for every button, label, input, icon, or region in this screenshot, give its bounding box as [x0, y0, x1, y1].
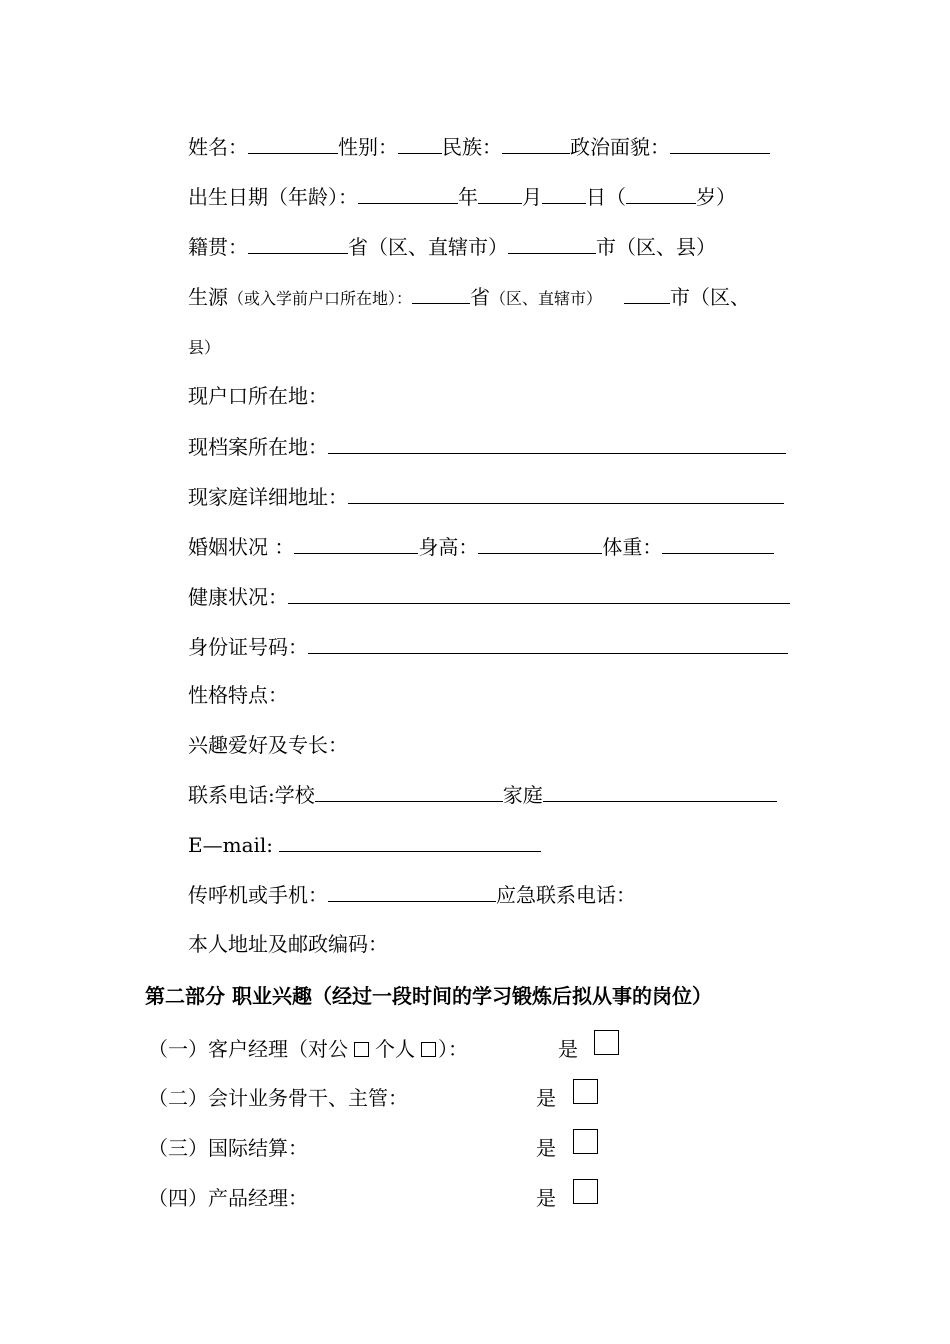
ethnicity-field[interactable]: [502, 133, 570, 154]
health-label: 健康状况：: [188, 585, 288, 609]
ethnicity-label: 民族：: [442, 135, 502, 159]
row-phone: [188, 781, 777, 807]
school-phone-field[interactable]: [315, 781, 503, 802]
row-hukou: [188, 383, 328, 409]
weight-label: 体重：: [602, 535, 663, 559]
corporate-checkbox[interactable]: [354, 1042, 369, 1057]
hukou-label: 现户口所在地：: [188, 384, 328, 408]
row-health: [188, 583, 790, 609]
postal-label: 本人地址及邮政编码：: [188, 932, 388, 956]
phone-label: 联系电话:学校: [188, 783, 315, 807]
home-phone-label: 家庭: [502, 783, 543, 807]
name-field[interactable]: [248, 133, 338, 154]
home-phone-field[interactable]: [543, 781, 777, 802]
row-native-place: [188, 233, 716, 259]
month-label: 月: [522, 185, 542, 209]
id-field[interactable]: [308, 633, 788, 654]
health-field[interactable]: [288, 583, 790, 604]
birth-label: 出生日期（年龄）：: [188, 185, 358, 209]
row-mobile: [188, 881, 636, 907]
item3-yes-label: 是: [536, 1136, 556, 1160]
native-province-text: 省（区、直辖市）: [348, 235, 508, 259]
row-marital: [188, 533, 774, 559]
origin-province-field[interactable]: [412, 283, 470, 304]
mobile-field[interactable]: [328, 881, 496, 902]
interest-item-intl-settlement: [148, 1133, 308, 1163]
home-address-field[interactable]: [348, 483, 784, 504]
hobbies-label: 兴趣爱好及专长：: [188, 733, 348, 757]
row-archive: [188, 433, 786, 459]
row-email: [188, 831, 541, 857]
name-label: 姓名：: [188, 135, 248, 159]
row-id: [188, 633, 788, 659]
birth-month-field[interactable]: [478, 183, 522, 204]
height-label: 身高：: [418, 535, 479, 559]
origin-city-text: 市（区、: [670, 285, 751, 309]
row-home-address: [188, 483, 784, 509]
gender-field[interactable]: [398, 133, 442, 154]
year-label: 年: [458, 185, 478, 209]
origin-label: 生源: [188, 285, 228, 309]
item1-suffix: ）：: [438, 1037, 468, 1061]
item1-mid: 个人: [375, 1037, 415, 1061]
row-birth: [188, 183, 736, 209]
origin-province-text: 省: [470, 285, 491, 309]
native-province-field[interactable]: [248, 233, 348, 254]
birth-day-field[interactable]: [542, 183, 586, 204]
row-personality: [188, 682, 288, 708]
item2-label: （二）会计业务骨干、主管：: [148, 1086, 408, 1110]
political-field[interactable]: [670, 133, 770, 154]
mobile-label: 传呼机或手机：: [188, 883, 328, 907]
weight-field[interactable]: [662, 533, 774, 554]
interest-item-accounting: [148, 1083, 408, 1113]
row-postal: [188, 931, 388, 957]
origin-province-note: （区、直辖市）: [490, 289, 603, 308]
item4-label: （四）产品经理：: [148, 1186, 308, 1210]
origin-city-field[interactable]: [624, 283, 670, 304]
personality-label: 性格特点：: [188, 683, 288, 707]
native-label: 籍贯：: [188, 235, 248, 259]
row-basic-info: [188, 133, 770, 159]
interest-item-product-manager: [148, 1183, 308, 1213]
item3-yes-checkbox[interactable]: [573, 1129, 598, 1154]
email-field[interactable]: [279, 831, 541, 852]
personal-checkbox[interactable]: [421, 1042, 436, 1057]
home-address-label: 现家庭详细地址：: [188, 485, 348, 509]
age-field[interactable]: [626, 183, 696, 204]
item2-yes-label: 是: [536, 1086, 556, 1110]
item4-yes-label: 是: [536, 1186, 556, 1210]
email-label: E—mail:: [188, 833, 280, 857]
age-suffix: 岁）: [696, 185, 736, 209]
origin-note: （或入学前户口所在地）：: [228, 289, 413, 308]
item4-yes-checkbox[interactable]: [573, 1179, 598, 1204]
item3-label: （三）国际结算：: [148, 1136, 308, 1160]
archive-label: 现档案所在地：: [188, 435, 328, 459]
native-city-text: 市（区、县）: [596, 235, 716, 259]
item1-prefix: （一）客户经理（对公: [148, 1037, 348, 1061]
item1-yes-checkbox[interactable]: [594, 1030, 619, 1055]
day-label: 日（: [586, 185, 626, 209]
birth-year-field[interactable]: [358, 183, 458, 204]
height-field[interactable]: [478, 533, 602, 554]
emergency-label: 应急联系电话：: [496, 883, 636, 907]
id-label: 身份证号码：: [188, 635, 308, 659]
gender-label: 性别：: [338, 135, 398, 159]
political-label: 政治面貌：: [570, 135, 670, 159]
row-origin-wrap: [188, 333, 220, 359]
interest-item-account-manager: [148, 1034, 468, 1064]
native-city-field[interactable]: [508, 233, 596, 254]
part2-heading: 第二部分 职业兴趣（经过一段时间的学习锻炼后拟从事的岗位）: [145, 984, 712, 1008]
row-origin: [188, 283, 750, 309]
item2-yes-checkbox[interactable]: [573, 1079, 598, 1104]
origin-wrap-text: 县）: [188, 338, 221, 357]
row-hobbies: [188, 732, 348, 758]
marital-label: 婚姻状况 ：: [188, 535, 295, 559]
marital-field[interactable]: [294, 533, 418, 554]
archive-field[interactable]: [328, 433, 786, 454]
item1-yes-label: 是: [558, 1037, 578, 1061]
